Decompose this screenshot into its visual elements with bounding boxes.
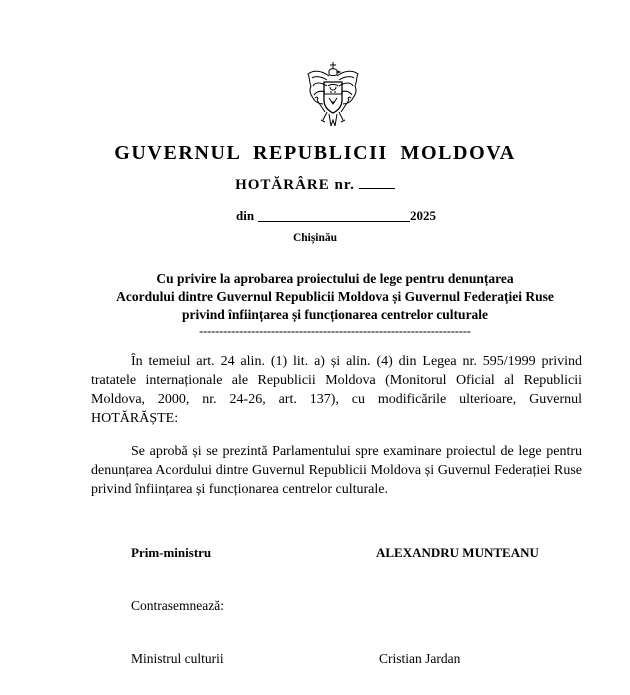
city: Chișinău <box>292 232 338 244</box>
date-year: 2025 <box>410 208 436 223</box>
subject-line: Acordului dintre Guvernul Republicii Moldova și Guvernul Federației Ruse <box>116 289 554 304</box>
date-blank <box>258 221 410 222</box>
date-line <box>236 208 436 224</box>
subject-block <box>60 270 610 338</box>
prime-minister-name: ALEXANDRU MUNTEANU <box>376 545 539 560</box>
minister-role: Ministrul culturii <box>131 651 224 666</box>
legal-basis-paragraph: În temeiul art. 24 alin. (1) lit. a) și alin. (4) din Legea nr. 595/1999 privind tratatele internaționale ale Republicii Moldova (Monitorul Oficial al Republicii Moldova, 2000, nr. 24-26, art. 137), cu modificările ulterioare, Guvernul HOTĂRĂȘTE: <box>91 354 582 426</box>
subject-line: Cu privire la aprobarea proiectului de lege pentru denunțarea <box>156 271 514 286</box>
decision-heading <box>0 176 630 194</box>
prime-minister-role: Prim-ministru <box>131 545 212 560</box>
minister-name: Cristian Jardan <box>379 651 461 666</box>
coat-of-arms-icon <box>305 60 361 130</box>
subject-separator: -------------------------------------------------------------------- <box>199 324 471 338</box>
date-prefix: din <box>236 208 255 223</box>
decision-title: HOTĂRÂRE nr. <box>235 177 355 193</box>
countersign-label: Contrasemnează: <box>131 598 224 613</box>
subject-line: privind înființarea și funcționarea centrelor culturale <box>181 307 489 322</box>
government-title: GUVERNUL REPUBLICII MOLDOVA <box>114 142 516 164</box>
decision-number-blank <box>359 176 395 189</box>
decision-paragraph: Se aprobă și se prezintă Parlamentului spre examinare proiectul de lege pentru denunțarea Acordului dintre Guvernul Republicii Moldova și Guvernul Federației Ruse privind înființarea și funcționarea centrelor culturale. <box>91 444 582 497</box>
